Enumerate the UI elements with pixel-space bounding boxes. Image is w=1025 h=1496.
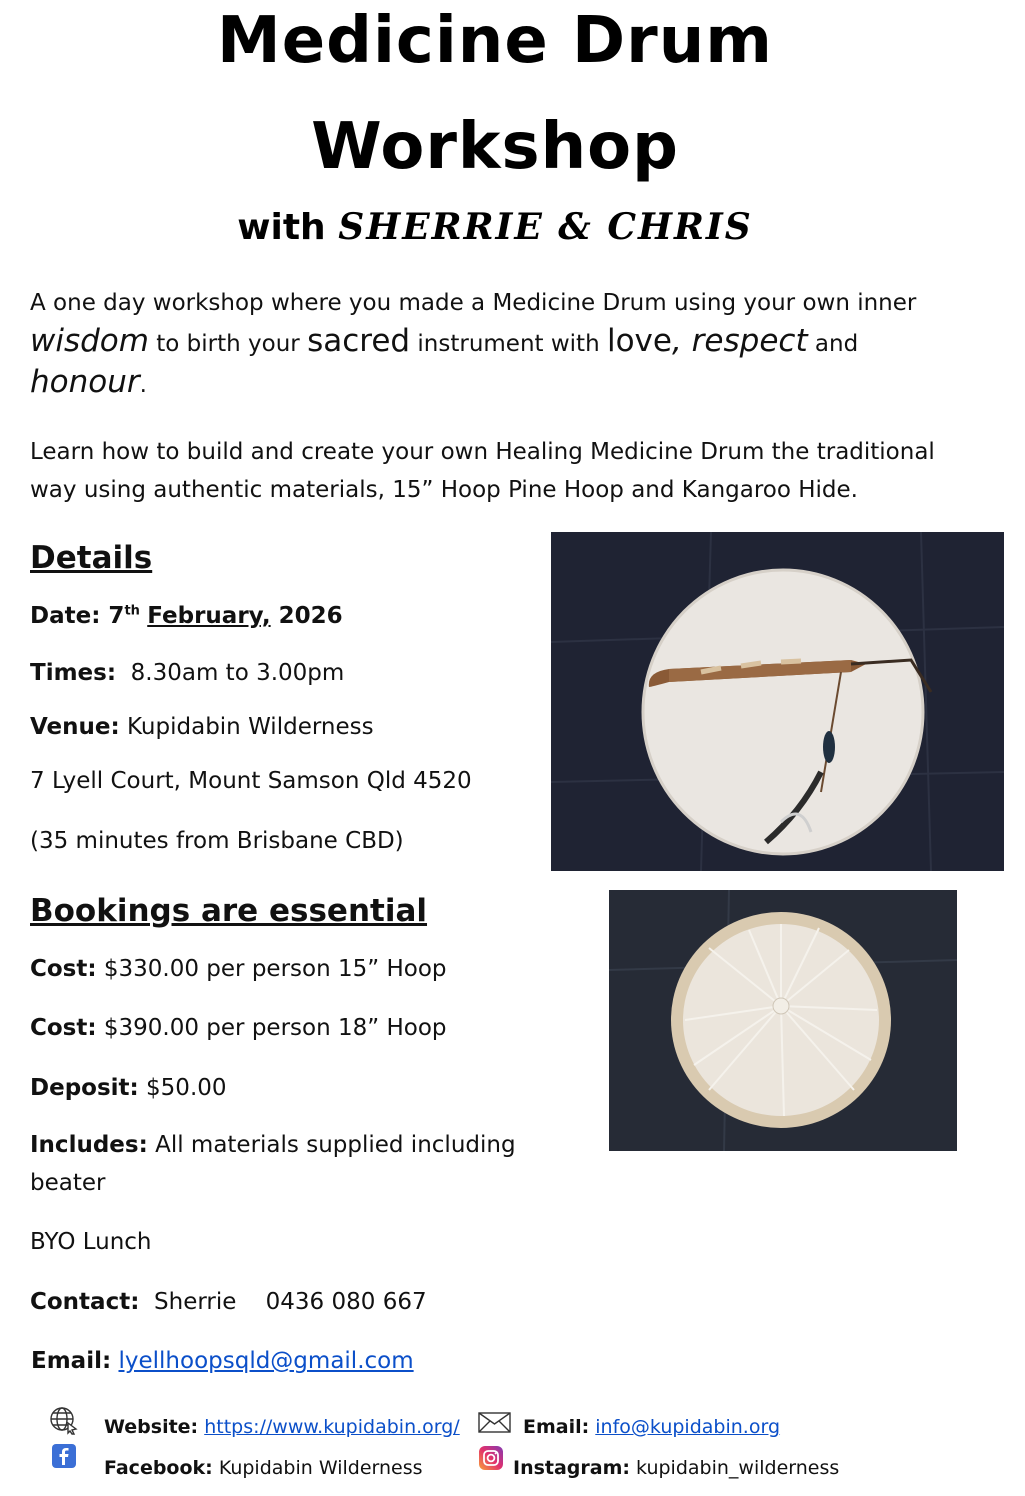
date-year: 2026 [270, 603, 343, 629]
date-line [30, 603, 343, 629]
cost-15-line [30, 956, 447, 982]
subtitle-with: with [237, 207, 326, 248]
byo-line: BYO Lunch [30, 1229, 152, 1255]
page-title-line2: Workshop [311, 110, 679, 184]
contact-label: Contact: [30, 1289, 140, 1315]
drum-with-beater-photo [551, 532, 1004, 871]
envelope-icon [478, 1412, 512, 1438]
details-heading: Details [30, 540, 153, 576]
bookings-heading: Bookings are essential [30, 893, 428, 929]
footer-email-line [523, 1416, 780, 1438]
contact-value: Sherrie 0436 080 667 [139, 1289, 427, 1315]
facebook-icon[interactable] [51, 1443, 77, 1473]
date-label: Date: [30, 603, 109, 629]
instagram-value: kupidabin_wilderness [630, 1457, 840, 1479]
times-value: 8.30am to 3.00pm [116, 660, 345, 686]
intro-text: . [139, 372, 147, 398]
drum-lacing-photo [609, 890, 957, 1151]
deposit-value: $50.00 [138, 1075, 227, 1101]
cost-value: $330.00 per person 15” Hoop [96, 956, 447, 982]
intro-text: way using authentic materials, 15” Hoop Pine Hoop and Kangaroo Hide. [30, 477, 858, 503]
includes-label: Includes: [30, 1132, 148, 1158]
includes-line-2: beater [30, 1170, 106, 1196]
includes-value: All materials supplied including [147, 1132, 516, 1158]
instagram-label: Instagram: [513, 1457, 630, 1479]
instagram-line [513, 1457, 839, 1479]
intro-wisdom: wisdom [30, 323, 149, 359]
times-label: Times: [30, 660, 117, 686]
cost-label: Cost: [30, 1015, 97, 1041]
contact-line [30, 1289, 427, 1315]
includes-line [30, 1132, 516, 1158]
cost-18-line [30, 1015, 447, 1041]
intro-paragraph-1 [30, 284, 950, 404]
intro-text: A one day workshop where you made a Medicine Drum using your own inner [30, 290, 917, 316]
intro-text: to birth your [148, 331, 308, 357]
intro-honour: honour [30, 364, 140, 400]
cost-label: Cost: [30, 956, 97, 982]
website-line [104, 1416, 460, 1438]
date-suffix: th [124, 603, 140, 619]
footer-email-label: Email: [523, 1416, 590, 1438]
intro-text: and [807, 331, 859, 357]
subtitle-hosts: SHERRIE & CHRIS [338, 206, 753, 248]
date-month: February, [147, 603, 271, 629]
footer-email-link[interactable]: info@kupidabin.org [595, 1416, 781, 1438]
times-line [30, 660, 344, 686]
distance-line: (35 minutes from Brisbane CBD) [30, 828, 404, 854]
deposit-line [30, 1075, 227, 1101]
email-link[interactable]: lyellhoopsqld@gmail.com [118, 1348, 414, 1374]
intro-text: Learn how to build and create your own Healing Medicine Drum the traditional [30, 439, 935, 465]
intro-text: instrument with [410, 331, 607, 357]
facebook-label: Facebook: [104, 1457, 213, 1479]
website-label: Website: [104, 1416, 199, 1438]
page-subtitle [0, 206, 990, 248]
facebook-value: Kupidabin Wilderness [212, 1457, 423, 1479]
email-label: Email: [31, 1348, 112, 1374]
cost-value: $390.00 per person 18” Hoop [96, 1015, 447, 1041]
facebook-line [104, 1457, 423, 1479]
venue-line [30, 714, 374, 740]
intro-respect: , respect [671, 323, 808, 359]
globe-icon [48, 1405, 78, 1439]
venue-value: Kupidabin Wilderness [119, 714, 374, 740]
deposit-label: Deposit: [30, 1075, 139, 1101]
intro-sacred: sacred [307, 323, 411, 359]
page-title-line1: Medicine Drum [217, 4, 773, 78]
intro-love: love [606, 323, 672, 359]
email-line [31, 1348, 414, 1374]
venue-label: Venue: [30, 714, 120, 740]
instagram-icon[interactable] [478, 1445, 504, 1475]
intro-paragraph-2 [30, 433, 950, 509]
address-line: 7 Lyell Court, Mount Samson Qld 4520 [30, 768, 472, 794]
date-day: 7 [108, 603, 125, 629]
website-link[interactable]: https://www.kupidabin.org/ [204, 1416, 460, 1438]
